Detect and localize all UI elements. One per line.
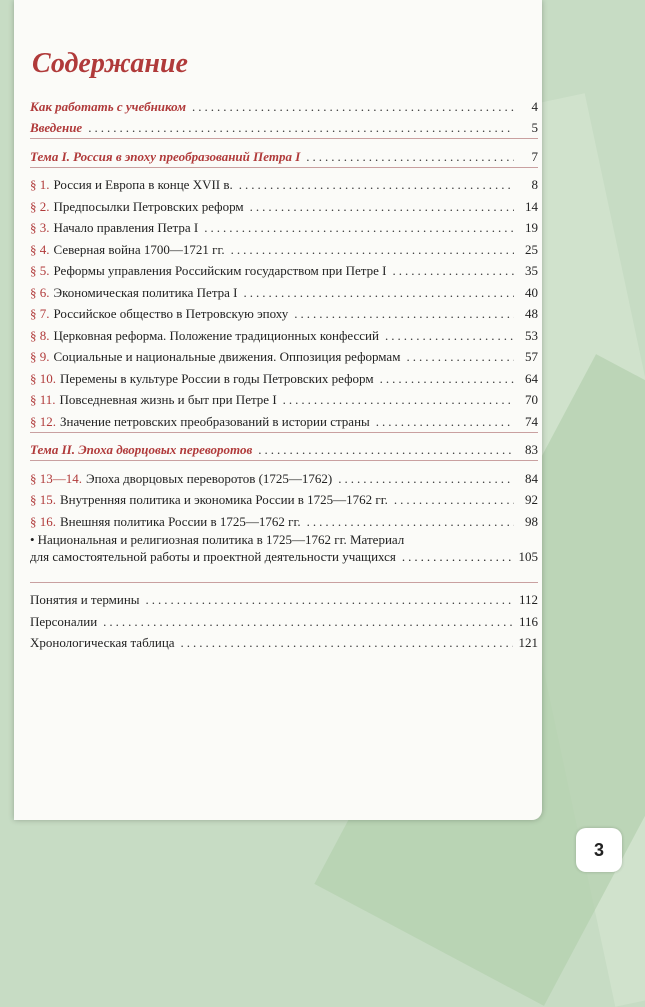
- toc-item[interactable]: § 13—14. Эпоха дворцовых переворотов (1725—1762) ..... 84: [30, 464, 538, 486]
- toc-entry-introduction[interactable]: Введение ..... 5: [30, 114, 538, 136]
- divider: [30, 138, 538, 139]
- toc-theme-2[interactable]: Тема II. Эпоха дворцовых переворотов ..... 83: [30, 436, 538, 458]
- toc-item[interactable]: § 3. Начало правления Петра I ..... 19: [30, 214, 538, 236]
- toc-appendix-chronology[interactable]: Хронологическая таблица ..... 121: [30, 629, 538, 651]
- toc-item[interactable]: § 2. Предпосылки Петровских реформ ..... 14: [30, 192, 538, 214]
- table-of-contents: [30, 92, 538, 650]
- toc-appendix-terms[interactable]: Понятия и термины ..... 112: [30, 586, 538, 608]
- toc-item[interactable]: § 8. Церковная реформа. Положение традиционных конфессий ..... 53: [30, 321, 538, 343]
- divider: [30, 582, 538, 583]
- toc-item[interactable]: § 9. Социальные и национальные движения. Оппозиция реформам ..... 57: [30, 343, 538, 365]
- toc-item[interactable]: § 4. Северная война 1700—1721 гг. ..... 25: [30, 235, 538, 257]
- toc-item[interactable]: § 5. Реформы управления Российским государством при Петре I ..... 35: [30, 257, 538, 279]
- toc-entry-how-to-use[interactable]: Как работать с учебником ..... 4: [30, 92, 538, 114]
- toc-item[interactable]: § 10. Перемены в культуре России в годы Петровских реформ ..... 64: [30, 364, 538, 386]
- toc-theme-1[interactable]: Тема I. Россия в эпоху преобразований Петра I ..... 7: [30, 142, 538, 164]
- toc-item[interactable]: § 6. Экономическая политика Петра I ..... 40: [30, 278, 538, 300]
- page-title: Содержание: [32, 48, 188, 79]
- toc-appendix-persons[interactable]: Персоналии ..... 116: [30, 607, 538, 629]
- bullet-icon: •: [30, 531, 35, 547]
- toc-item-material[interactable]: • Национальная и религиозная политика в 1725—1762 гг. Материал для самостоятельной работы и проектной деятельности учащихся ..... 105: [30, 531, 538, 565]
- toc-item[interactable]: § 7. Российское общество в Петровскую эпоху ..... 48: [30, 300, 538, 322]
- toc-item[interactable]: § 1. Россия и Европа в конце XVII в. ..... 8: [30, 171, 538, 193]
- divider: [30, 167, 538, 168]
- divider: [30, 432, 538, 433]
- book-page: [14, 0, 542, 820]
- divider: [30, 460, 538, 461]
- toc-item[interactable]: § 11. Повседневная жизнь и быт при Петре I ..... 70: [30, 386, 538, 408]
- toc-item[interactable]: § 16. Внешняя политика России в 1725—1762 гг. ..... 98: [30, 507, 538, 529]
- toc-item[interactable]: § 15. Внутренняя политика и экономика России в 1725—1762 гг. ..... 92: [30, 486, 538, 508]
- page-number-badge: 3: [576, 828, 622, 872]
- toc-item[interactable]: § 12. Значение петровских преобразований в истории страны ..... 74: [30, 407, 538, 429]
